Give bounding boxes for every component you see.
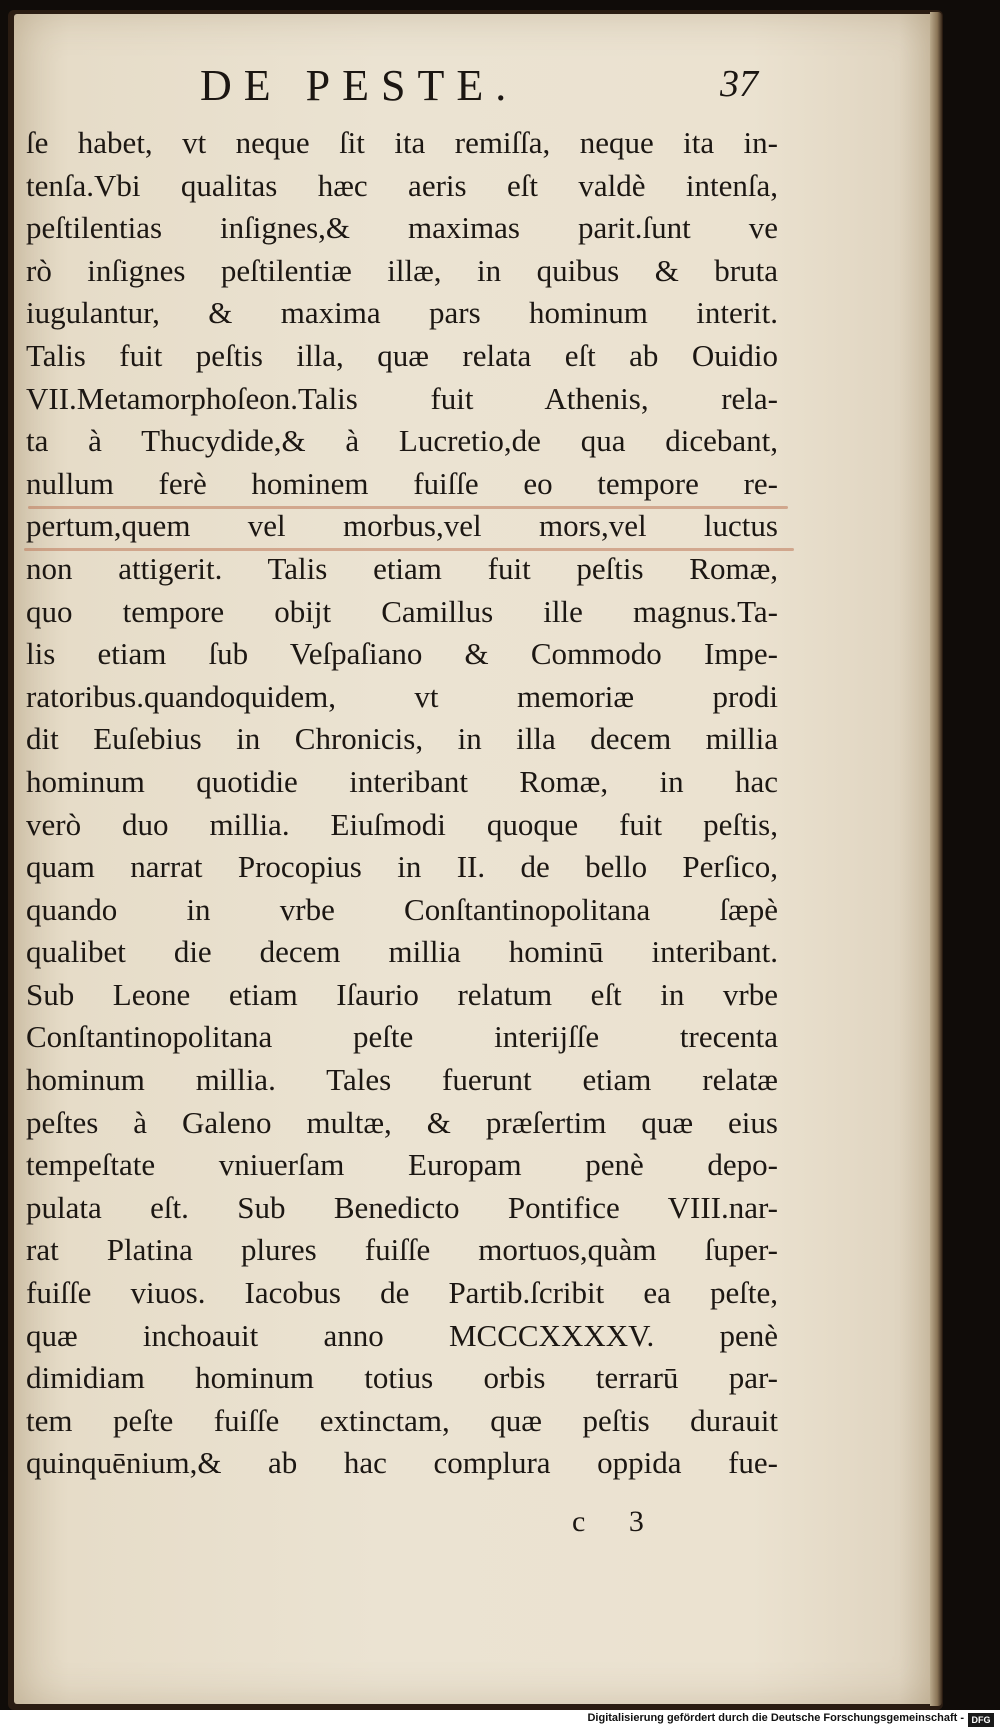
text-line: non attigerit. Talis etiam fuit peſtis Romæ, xyxy=(26,550,778,586)
text-line: quam narrat Procopius in II. de bello Perſico, xyxy=(26,849,778,885)
text-line: qualibet die decem millia hominū interibant. xyxy=(26,934,778,970)
page-number: 37 xyxy=(720,63,758,105)
text-line: hominum millia. Tales fuerunt etiam relatæ xyxy=(26,1062,778,1098)
text-line: ſe habet, vt neque ſit ita remiſſa, neque ita in- xyxy=(26,125,778,160)
text-line: quo tempore obijt Camillus ille magnus.Ta- xyxy=(26,593,778,629)
body-text xyxy=(26,122,778,1485)
text-line: ratoribus.quandoquidem, vt memoriæ prodi xyxy=(26,678,778,714)
page-edge xyxy=(930,12,942,1706)
text-line: Conſtantinopolitana peſte interijſſe trecenta xyxy=(26,1019,778,1055)
text-line: hominum quotidie interibant Romæ, in hac xyxy=(26,763,778,799)
text-line: iugulantur, & maxima pars hominum interit. xyxy=(26,295,778,331)
text-line: nullum ferè hominem fuiſſe eo tempore re- xyxy=(26,465,778,501)
text-line: tempeſtate vniuerſam Europam penè depo- xyxy=(26,1147,778,1183)
text-line: Sub Leone etiam Iſaurio relatum eſt in vrbe xyxy=(26,976,778,1012)
text-line: ta à Thucydide,& à Lucretio,de qua dicebant, xyxy=(26,423,778,459)
text-line: rò inſignes peſtilentiæ illæ, in quibus & bruta xyxy=(26,252,778,288)
text-line: rat Platina plures fuiſſe mortuos,quàm ſuper- xyxy=(26,1232,778,1268)
text-line: pertum,quem vel morbus,vel mors,vel luctus xyxy=(26,508,778,544)
text-line: lis etiam ſub Veſpaſiano & Commodo Impe- xyxy=(26,636,778,672)
text-line: pulata eſt. Sub Benedicto Pontifice VIII.nar- xyxy=(26,1189,778,1225)
text-line: quæ inchoauit anno MCCCXXXXV. penè xyxy=(26,1317,778,1353)
dfg-logo: DFG xyxy=(968,1713,994,1727)
funding-credit: Digitalisierung gefördert durch die Deutsche Forschungsgemeinschaft - xyxy=(587,1712,964,1724)
text-line: dimidiam hominum totius orbis terrarū par- xyxy=(26,1360,778,1396)
text-line: dit Euſebius in Chronicis, in illa decem millia xyxy=(26,721,778,757)
text-line: quando in vrbe Conſtantinopolitana ſæpè xyxy=(26,891,778,927)
text-line: quinquēnium,& ab hac complura oppida fue- xyxy=(26,1445,778,1481)
text-line: VII.Metamorphoſeon.Talis fuit Athenis, rela- xyxy=(26,380,778,416)
text-line: tem peſte fuiſſe extinctam, quæ peſtis durauit xyxy=(26,1402,778,1438)
running-head: DE PESTE. xyxy=(200,61,519,110)
text-line: peſtes à Galeno multæ, & præſertim quæ eius xyxy=(26,1104,778,1140)
text-line: tenſa.Vbi qualitas hæc aeris eſt valdè intenſa, xyxy=(26,167,778,203)
text-line: fuiſſe viuos. Iacobus de Partib.ſcribit ea peſte, xyxy=(26,1275,778,1311)
text-line: Talis fuit peſtis illa, quæ relata eſt ab Ouidio xyxy=(26,337,778,373)
signature-mark: c 3 xyxy=(572,1505,662,1538)
text-line: verò duo millia. Eiuſmodi quoque fuit peſtis, xyxy=(26,806,778,842)
text-line: peſtilentias inſignes,& maximas parit.ſunt ve xyxy=(26,210,778,246)
